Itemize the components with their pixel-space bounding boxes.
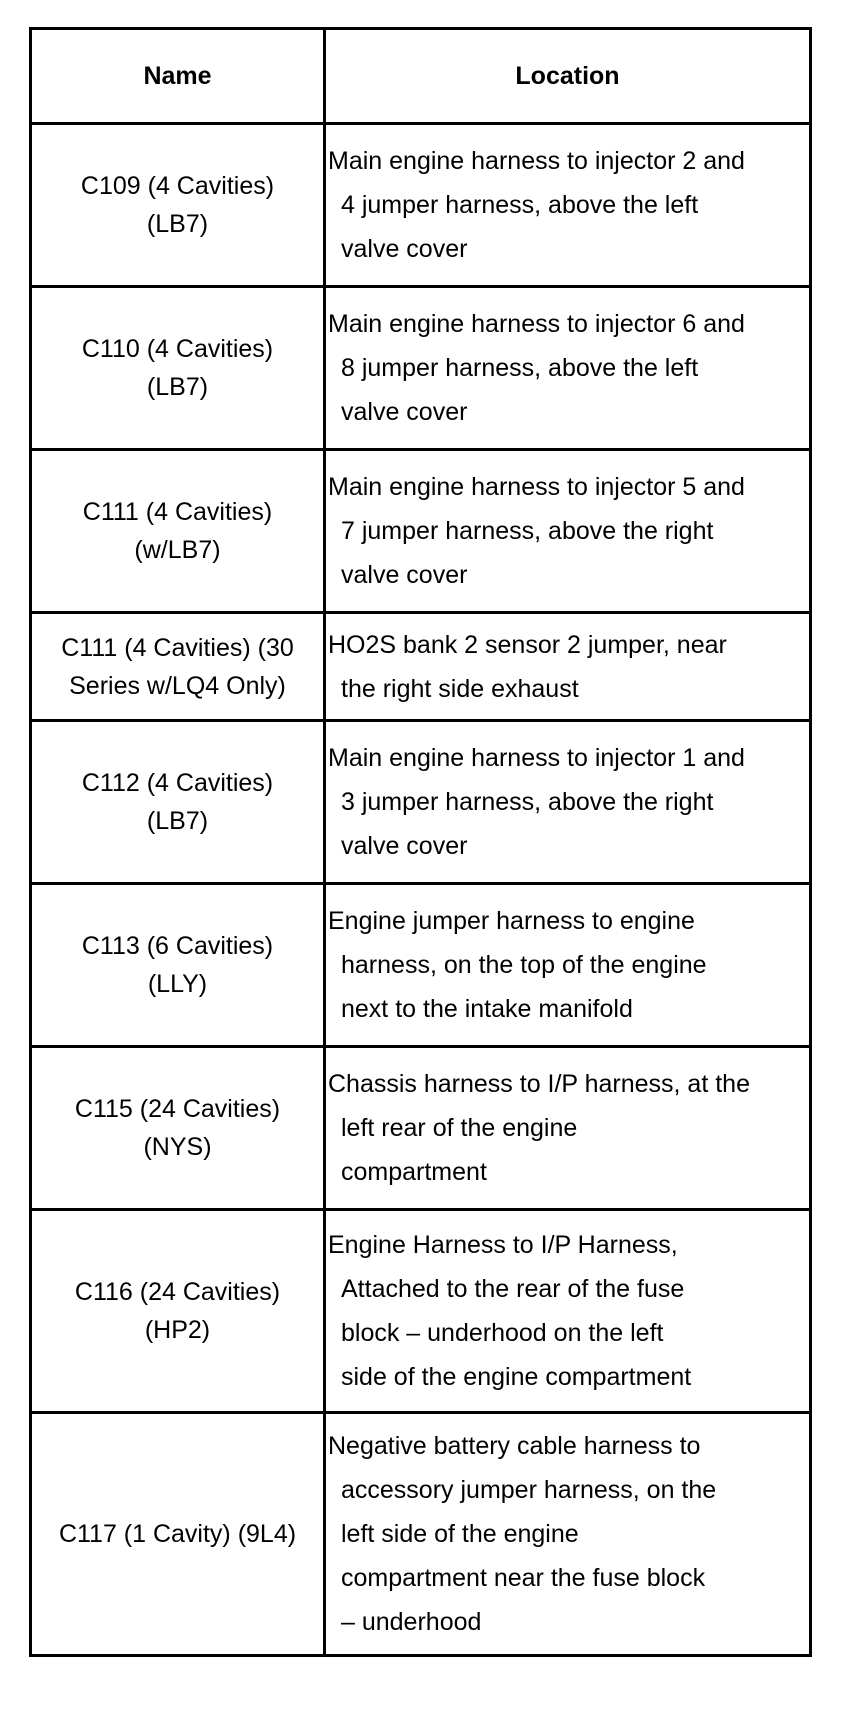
location-text-line: Engine Harness to I/P Harness,: [328, 1231, 678, 1259]
table-row: [31, 287, 811, 450]
connector-location-cell: [325, 884, 811, 1047]
location-text-line: valve cover: [341, 235, 468, 263]
connector-name-cell: [31, 287, 325, 450]
connector-name-cell: [31, 1210, 325, 1413]
location-text-line: 3 jumper harness, above the right: [341, 788, 714, 816]
connector-variant: (LB7): [146, 807, 209, 835]
connector-variant: (LB7): [146, 373, 209, 401]
location-text-line: left rear of the engine: [341, 1114, 578, 1142]
location-text-line: left side of the engine: [341, 1520, 579, 1548]
connector-location-cell: [325, 1047, 811, 1210]
location-text-line: Negative battery cable harness to: [328, 1432, 701, 1460]
connector-name: C111 (4 Cavities): [82, 498, 273, 526]
location-text-line: 8 jumper harness, above the left: [341, 354, 699, 382]
location-text-line: next to the intake manifold: [341, 995, 633, 1023]
location-text-line: the right side exhaust: [341, 674, 579, 703]
connector-name: C113 (6 Cavities): [81, 932, 274, 960]
location-text-line: compartment near the fuse block: [341, 1564, 706, 1592]
location-text-line: Main engine harness to injector 1 and: [328, 744, 745, 772]
connector-name-cell: [31, 450, 325, 613]
connector-name-cell: [31, 124, 325, 287]
location-text-line: compartment: [341, 1158, 487, 1186]
connector-location-cell: [325, 1210, 811, 1413]
location-text-line: harness, on the top of the engine: [341, 951, 707, 979]
location-text-line: valve cover: [341, 398, 468, 426]
connector-name-cell: [31, 721, 325, 884]
location-text-line: HO2S bank 2 sensor 2 jumper, near: [328, 630, 727, 659]
location-text-line: Main engine harness to injector 5 and: [328, 473, 745, 501]
connector-location-cell: [325, 613, 811, 721]
location-column-header: Location: [325, 29, 811, 124]
connector-name: C110 (4 Cavities): [81, 335, 274, 363]
location-text-line: 4 jumper harness, above the left: [341, 191, 699, 219]
connector-name: C111 (4 Cavities) (30: [61, 633, 294, 662]
connector-location-cell: [325, 1413, 811, 1656]
location-text-line: 7 jumper harness, above the right: [341, 517, 714, 545]
location-text-line: Chassis harness to I/P harness, at the: [328, 1070, 750, 1098]
location-text-line: Attached to the rear of the fuse: [341, 1275, 685, 1303]
table-row: [31, 613, 811, 721]
connector-name-cell: [31, 884, 325, 1047]
connector-variant: (w/LB7): [134, 536, 221, 564]
connector-name: C115 (24 Cavities): [74, 1095, 281, 1123]
table-row: [31, 450, 811, 613]
table-body: [31, 124, 811, 1656]
table-row: [31, 721, 811, 884]
connector-name-cell: [31, 1047, 325, 1210]
connector-name: C116 (24 Cavities): [74, 1278, 281, 1306]
connector-name: C109 (4 Cavities): [80, 172, 275, 200]
location-text-line: valve cover: [341, 561, 468, 589]
connector-name: C117 (1 Cavity) (9L4): [58, 1520, 297, 1548]
table-row: [31, 1413, 811, 1656]
table-row: [31, 1210, 811, 1413]
name-column-header: Name: [31, 29, 325, 124]
connector-variant: Series w/LQ4 Only): [69, 671, 286, 700]
connector-name-cell: [31, 1413, 325, 1656]
connector-variant: (HP2): [144, 1316, 211, 1344]
table-row: [31, 1047, 811, 1210]
connector-variant: (LB7): [146, 210, 209, 238]
table-row: [31, 124, 811, 287]
connector-location-cell: [325, 287, 811, 450]
connector-location-cell: [325, 721, 811, 884]
connector-location-cell: [325, 124, 811, 287]
connector-variant: (LLY): [147, 970, 208, 998]
connector-name: C112 (4 Cavities): [81, 769, 274, 797]
location-text-line: side of the engine compartment: [341, 1363, 692, 1391]
location-text-line: accessory jumper harness, on the: [341, 1476, 717, 1504]
location-text-line: block – underhood on the left: [341, 1319, 664, 1347]
header-row: [31, 29, 811, 124]
connector-location-cell: [325, 450, 811, 613]
location-text-line: Main engine harness to injector 2 and: [328, 147, 745, 175]
location-text-line: Engine jumper harness to engine: [328, 907, 695, 935]
location-text-line: valve cover: [341, 832, 468, 860]
table-row: [31, 884, 811, 1047]
location-text-line: Main engine harness to injector 6 and: [328, 310, 745, 338]
location-text-line: – underhood: [341, 1608, 482, 1636]
connector-variant: (NYS): [143, 1133, 212, 1161]
connector-name-cell: [31, 613, 325, 721]
connector-location-table: [29, 27, 812, 1657]
